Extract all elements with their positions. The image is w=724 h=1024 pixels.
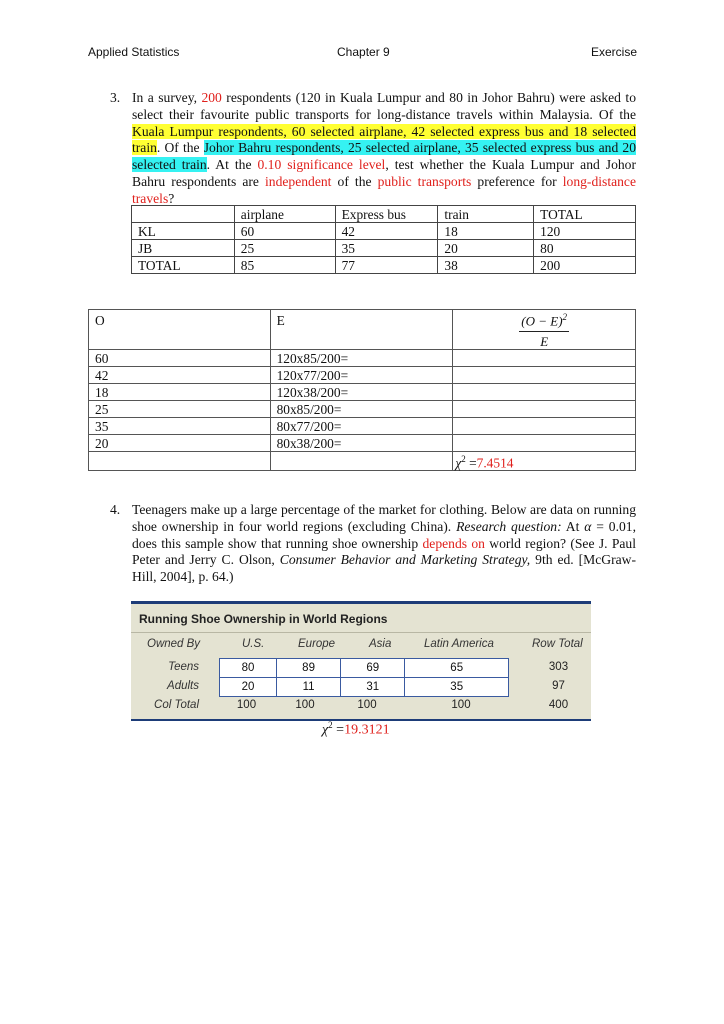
table-cell (132, 206, 235, 223)
table-cell: 18 (438, 223, 534, 240)
calc-row: 20 80x38/200= (89, 435, 636, 452)
col-header: Europe (298, 638, 336, 650)
header-e: E (270, 310, 453, 350)
question-4-number: 4. (110, 502, 121, 517)
calc-row: 42 120x77/200= (89, 367, 636, 384)
table-cell: 200 (534, 257, 636, 274)
question-3-text: In a survey, 200 respondents (120 in Kuala Lumpur and 80 in Johor Bahru) were asked to select their favourite public transports for long-distance travels within Malaysia. Of the Kuala Lumpur respondents, 60 selected airplane, 42 selected express bus and 18 selected train. Of the Johor Bahru respondents, 25 selected airplane, 35 selected express bus and 20 selected train. At the 0.10 significance level, test whether the Kuala Lumpur and Johor Bahru respondents are independent of the public transports preference for long-distance travels? (132, 90, 637, 206)
table-cell: 38 (438, 257, 534, 274)
table-cell: airplane (234, 206, 335, 223)
calc-row: 35 80x77/200= (89, 418, 636, 435)
running-shoe-table (131, 601, 591, 721)
calc-header-row (89, 310, 636, 350)
inner-data-grid (219, 658, 509, 697)
col-total: 100 (295, 699, 315, 711)
table-row: 80 89 69 65 (220, 659, 509, 678)
divider (131, 632, 591, 633)
header-center: Chapter 9 (337, 45, 390, 59)
table-cell: 80 (534, 240, 636, 257)
highlight-kl: Kuala Lumpur respondents, 60 selected airplane, 42 selected express bus and 18 selected train (132, 123, 636, 156)
col-total: 100 (451, 699, 471, 711)
table-cell: TOTAL (534, 206, 636, 223)
table-cell: 42 (335, 223, 438, 240)
row-label: Col Total (154, 699, 199, 711)
question-3-number: 3. (110, 90, 121, 105)
calc-row: 18 120x38/200= (89, 384, 636, 401)
row-label: Teens (168, 661, 199, 673)
calc-row: 60 120x85/200= (89, 350, 636, 367)
chi-square-result-3: $\chi^2 =7.4514$ (453, 452, 636, 471)
calc-row: 25 80x85/200= (89, 401, 636, 418)
expected-values-table (88, 309, 636, 471)
header-left: Applied Statistics (88, 45, 180, 59)
question-4-text: Teenagers make up a large percentage of the market for clothing. Below are data on running shoe ownership in four world regions (excluding China). Research question: At α = 0.01, does this sample show that running shoe ownership depends on world region? (See J. Paul Peter and Jerry C. Olson, Consumer Behavior and Marketing Strategy, 9th ed. [McGraw-Hill, 2004], p. 64.) (132, 502, 636, 585)
table-cell: JB (132, 240, 235, 257)
table-cell: TOTAL (132, 257, 235, 274)
col-header: Owned By (147, 638, 201, 650)
table-header-row (132, 206, 636, 223)
col-total: 100 (357, 699, 377, 711)
table-cell: 85 (234, 257, 335, 274)
header-right: Exercise (591, 45, 638, 59)
table-cell: 25 (234, 240, 335, 257)
col-header: U.S. (242, 638, 265, 650)
table-cell: 20 (438, 240, 534, 257)
contingency-table (131, 205, 636, 274)
table-cell: Express bus (335, 206, 438, 223)
table-cell: 35 (335, 240, 438, 257)
row-total: 400 (548, 699, 569, 711)
table-cell: 77 (335, 257, 438, 274)
table-cell: 120 (534, 223, 636, 240)
col-header: Asia (369, 638, 392, 650)
row-label: Adults (167, 680, 199, 692)
table-cell: KL (132, 223, 235, 240)
chi-square-result-4: $\chi^2 =19.3121$ (322, 720, 390, 738)
row-total: 303 (548, 661, 569, 673)
calc-total-row (89, 452, 636, 471)
table-cell: 60 (234, 223, 335, 240)
table-row (132, 240, 636, 257)
table-cell: train (438, 206, 534, 223)
col-header: Row Total (532, 638, 583, 650)
table-row: 20 11 31 35 (220, 678, 509, 697)
table-row (132, 257, 636, 274)
col-header: Latin America (424, 638, 494, 650)
col-total: 100 (236, 699, 257, 711)
highlight-jb: Johor Bahru respondents, 25 selected airplane, 35 selected express bus and 20 selected train (132, 140, 637, 173)
box-title: Running Shoe Ownership in World Regions (139, 612, 388, 626)
chi-square-fraction: $\frac{(O - E)^2}{E}$ (521, 312, 568, 349)
table-row (132, 223, 636, 240)
header-formula (453, 310, 636, 350)
header-o: O (89, 310, 271, 350)
row-total: 97 (552, 680, 565, 692)
